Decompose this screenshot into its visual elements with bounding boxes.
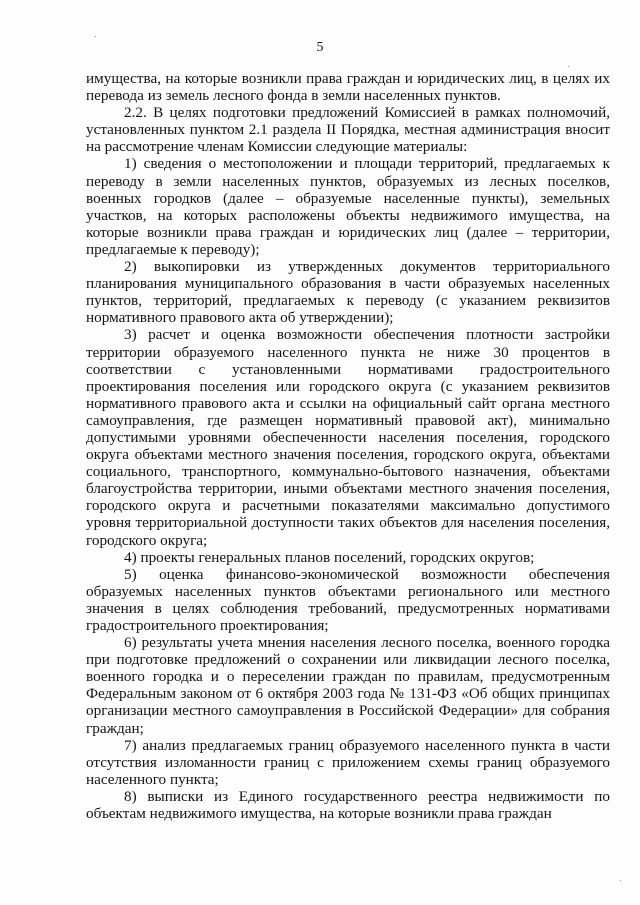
list-item-3: 3) расчет и оценка возможности обеспечения плотности застройки территории образуемого населенного пункта не ниже 30 процентов в соответствии с установленными нормативами градостроительного проектирования поселения или городского округа (с указанием реквизитов нормативного правового акта и ссылки на официальный сайт органа местного самоуправления, где размещен нормативный правовой акт), минимально допустимыми уровнями обеспеченности населения поселения, городского округа объектами местного значения поселения, городского округа, объектами социального, транспортного, коммунально-бытового назначения, объектами благоустройства территории, иными объектами местного значения поселения, городского округа и расчетными показателями максимально допустимого уровня территориальной доступности таких объектов для населения поселения, городского округа; xyxy=(86,326,610,549)
list-item-4: 4) проекты генеральных планов поселений, городских округов; xyxy=(124,548,535,566)
scan-speck xyxy=(620,880,621,881)
paragraph-2-2: 2.2. В целях подготовки предложений Комиссией в рамках полномочий, установленных пунктом 2.1 раздела II Порядка, местная администрация вносит на рассмотрение членам Комиссии следующие материалы: xyxy=(86,104,610,156)
list-item-5: 5) оценка финансово-экономической возможности обеспечения образуемых населенных пунктов объектами регионального или местного значения в целях соблюдения требований, предусмотренных нормативами градостроительного проектирования; xyxy=(86,565,610,634)
list-item-6: 6) результаты учета мнения населения лесного поселка, военного городка при подготовке предложений о сохранении или ликвидации лесного поселка, военного городка и о переселении граждан по правилам, предусмотренным Федеральным законом от 6 октября 2003 года № 131-ФЗ «Об общих принципах организации местного самоуправления в Российской Федерации» для собрания граждан; xyxy=(86,634,610,737)
document-body xyxy=(86,70,610,822)
page-number: 5 xyxy=(316,40,324,55)
scan-speck xyxy=(568,66,569,67)
list-item-7: 7) анализ предлагаемых границ образуемого населенного пункта в части отсутствия изломанности границ с приложением схемы границ образуемого населенного пункта; xyxy=(86,736,610,788)
scan-speck xyxy=(95,36,96,37)
list-item-2: 2) выкопировки из утвержденных документов территориального планирования муниципального образования в части образуемых населенных пунктов, территорий, предлагаемых к переводу (с указанием реквизитов нормативного правового акта об утверждении); xyxy=(86,258,610,327)
paragraph-continuation: имущества, на которые возникли права граждан и юридических лиц, в целях их перевода из земель лесного фонда в земли населенных пунктов. xyxy=(86,70,610,105)
list-item-1: 1) сведения о местоположении и площади территорий, предлагаемых к переводу в земли населенных пунктов, образуемых из лесных поселков, военных городков (далее – образуемые населенные пункты), земельных участков, на которых расположены объекты недвижимого имущества, на которые возникли права граждан и юридических лиц (далее – территории, предлагаемые к переводу); xyxy=(86,155,610,258)
list-item-8: 8) выписки из Единого государственного реестра недвижимости по объектам недвижимого имущества, на которые возникли права граждан xyxy=(86,787,610,823)
